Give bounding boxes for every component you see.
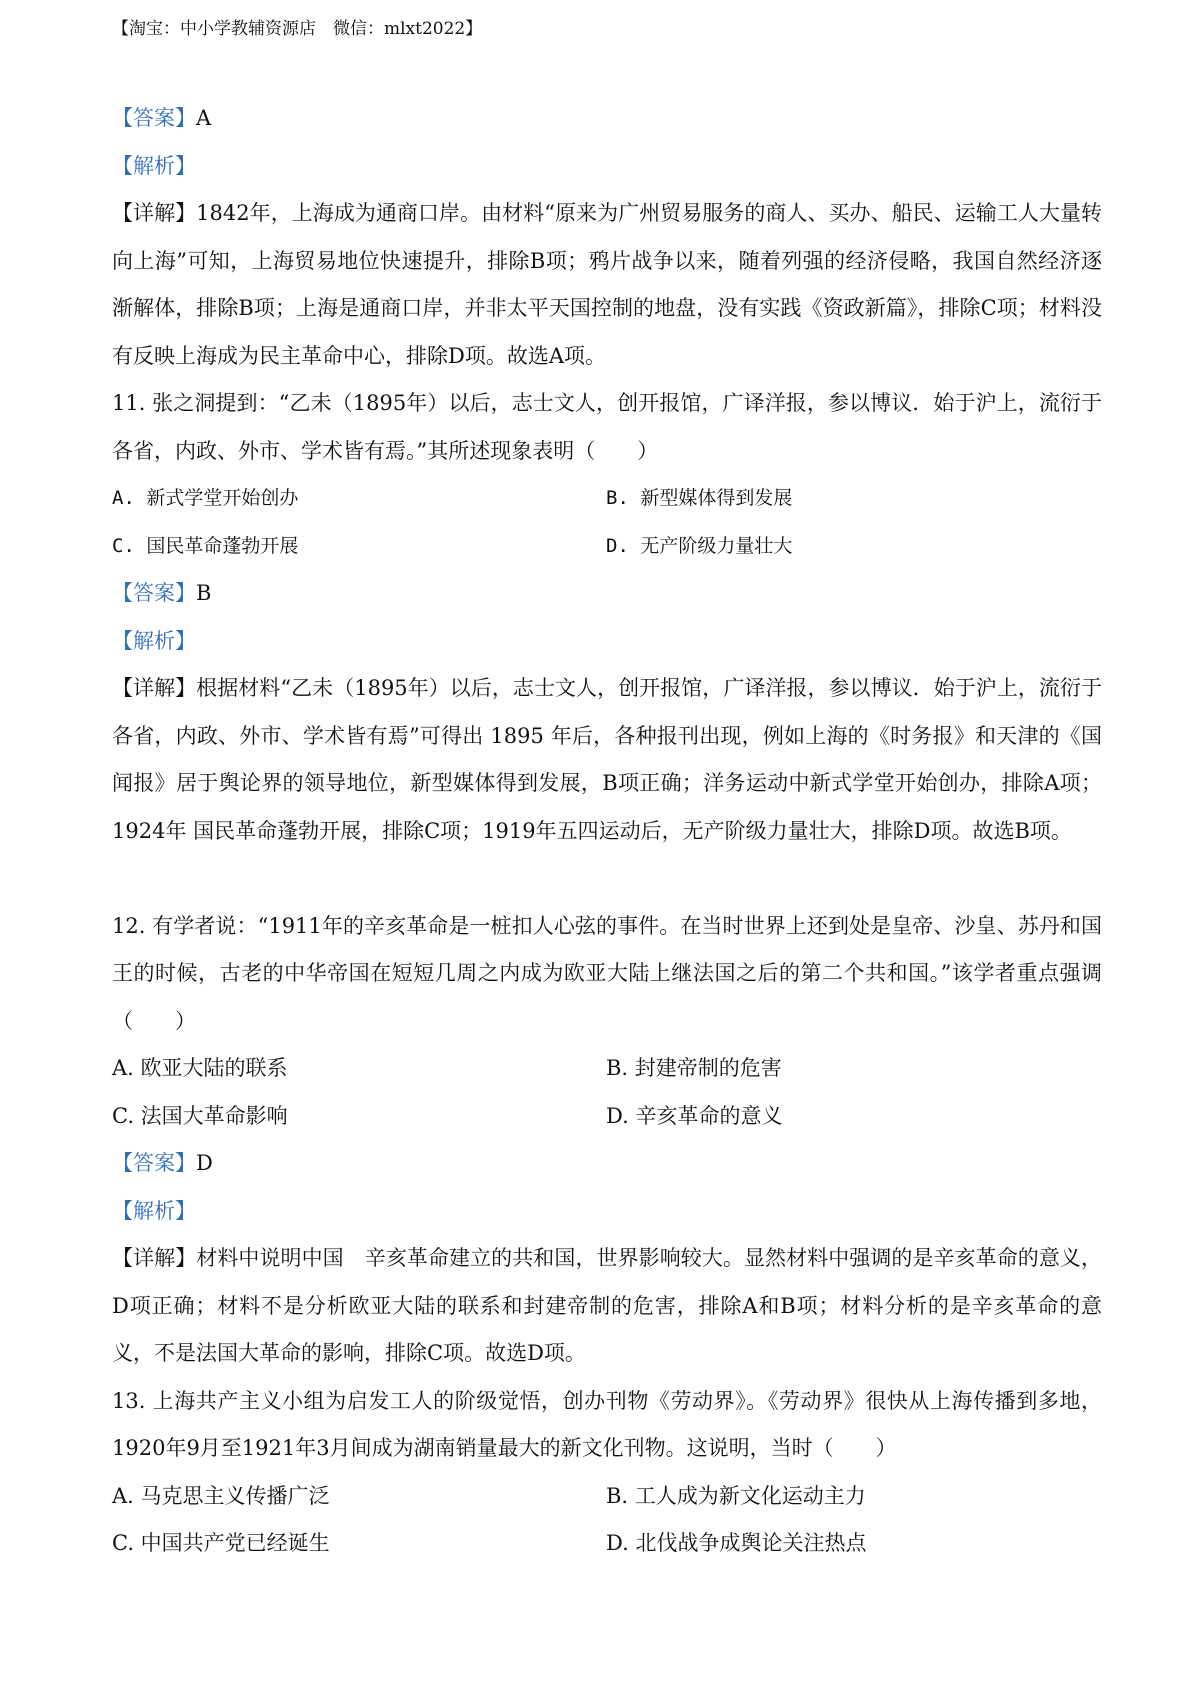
q12-answer (112, 1140, 1102, 1188)
analysis-tag: 【解析】 (112, 153, 196, 178)
q13-stem: 13. 上海共产主义小组为启发工人的阶级觉悟，创办刊物《劳动界》。《劳动界》很快从上海传播到多地，1920年9月至1921年3月间成为湖南销量最大的新文化刊物。这说明，当时（ ） (112, 1388, 1102, 1460)
q11-option-c: C. 国民革命蓬勃开展 (112, 534, 299, 557)
watermark-header: 【淘宝：中小学教辅资源店 微信：mlxt2022】 (112, 19, 483, 39)
q11-option-b: B. 新型媒体得到发展 (606, 487, 793, 509)
analysis-tag: 【解析】 (112, 1198, 196, 1223)
q10-analysis (112, 143, 1102, 191)
q12-option-a: A. 欧亚大陆的联系 (112, 1056, 288, 1080)
answer-value: B (196, 581, 212, 605)
spacer (112, 855, 1102, 903)
q11-stem: 11. 张之洞提到：“乙未（1895年）以后，志士文人，创开报馆，广译洋报，参以博议．始于沪上，流衍于各省，内政、外市、学术皆有焉。”其所述现象表明（ ） (112, 391, 1102, 463)
q12-stem: 12. 有学者说：“1911年的辛亥革命是一桩扣人心弦的事件。在当时世界上还到处是皇帝、沙皇、苏丹和国王的时候，古老的中华帝国在短短几周之内成为欧亚大陆上继法国之后的第二个共和国。”该学者重点强调（ ） (112, 913, 1102, 1033)
q11-option-a: A. 新式学堂开始创办 (112, 487, 299, 509)
detail-text: 根据材料“乙未（1895年）以后，志士文人，创开报馆，广译洋报，参以博议．始于沪上，流衍于各省，内政、外市、学术皆有焉”可得出 1895 年后，各种报刊出现，例如上海的《时务报》和天津的《国闻报》居于舆论界的领导地位，新型媒体得到发展，B项正确；洋务运动中新式学堂开始创办，排除A项；1924年 国民革命蓬勃开展，排除C项；1919年五四运动后，无产阶级力量壮大，排除D项。故选B项。 (112, 676, 1102, 843)
q11-analysis (112, 618, 1102, 666)
detail-tag: 【详解】 (112, 1246, 197, 1270)
q11-detail (112, 665, 1102, 855)
q11-option-d: D. 无产阶级力量壮大 (606, 534, 793, 557)
q12-option-c: C. 法国大革命影响 (112, 1103, 288, 1128)
q10-answer (112, 95, 1102, 143)
answer-value: A (196, 106, 212, 130)
q12-option-b: B. 封建帝制的危害 (606, 1056, 782, 1080)
detail-tag: 【详解】 (112, 676, 197, 700)
answer-tag: 【答案】 (112, 106, 196, 130)
document-body (112, 95, 1102, 1568)
detail-text: 1842年，上海成为通商口岸。由材料“原来为广州贸易服务的商人、买办、船民、运输工人大量转向上海”可知，上海贸易地位快速提升，排除B项；鸦片战争以来，随着列强的经济侵略，我国自然经济逐渐解体，排除B项；上海是通商口岸，并非太平天国控制的地盘，没有实践《资政新篇》，排除C项；材料没有反映上海成为民主革命中心，排除D项。故选A项。 (112, 201, 1102, 368)
q13-option-d: D. 北伐战争成舆论关注热点 (606, 1531, 867, 1555)
detail-text: 材料中说明中国 辛亥革命建立的共和国，世界影响较大。显然材料中强调的是辛亥革命的意义，D项正确；材料不是分析欧亚大陆的联系和封建帝制的危害，排除A和B项；材料分析的是辛亥革命的意义，不是法国大革命的影响，排除C项。故选D项。 (112, 1246, 1103, 1365)
q13-option-b: B. 工人成为新文化运动主力 (606, 1483, 866, 1508)
answer-value: D (196, 1151, 213, 1175)
q13-options (112, 1473, 1102, 1568)
q12-option-d: D. 辛亥革命的意义 (606, 1103, 783, 1128)
q12-detail (112, 1235, 1102, 1378)
answer-tag: 【答案】 (112, 1151, 196, 1175)
q11-options (112, 475, 1102, 570)
q10-detail (112, 190, 1102, 380)
q13-option-a: A. 马克思主义传播广泛 (112, 1483, 330, 1508)
q11-answer (112, 570, 1102, 618)
answer-tag: 【答案】 (112, 581, 196, 605)
analysis-tag: 【解析】 (112, 628, 196, 653)
q13-option-c: C. 中国共产党已经诞生 (112, 1531, 330, 1555)
q12-options (112, 1045, 1102, 1140)
q12-analysis (112, 1188, 1102, 1236)
detail-tag: 【详解】 (112, 201, 197, 225)
